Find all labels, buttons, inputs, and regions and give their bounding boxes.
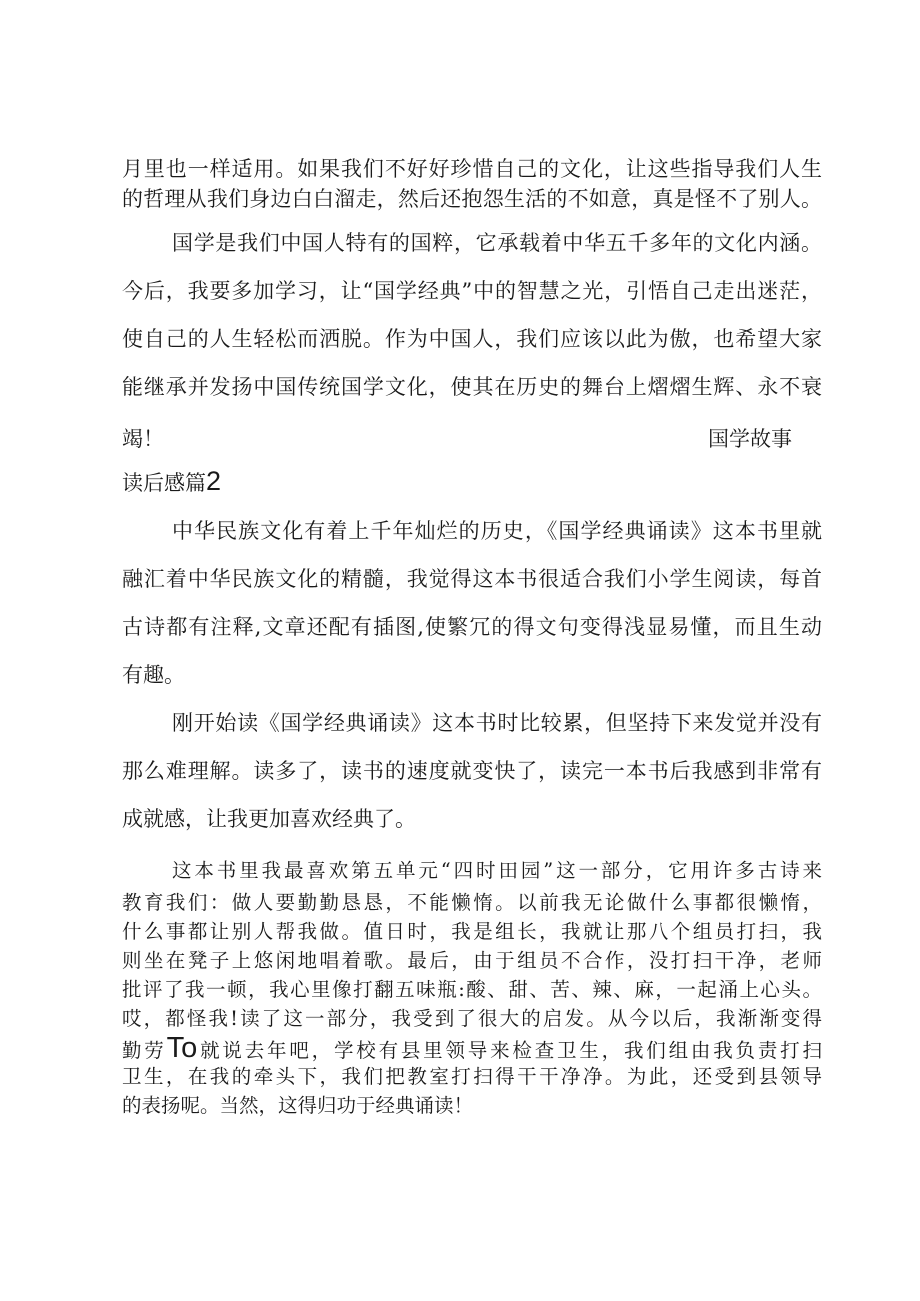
paragraph-5-line-7-start: 勤劳 (122, 1039, 167, 1062)
paragraph-2-line-2: 今后，我要多加学习，让“国学经典”中的智慧之光，引悟自己走出迷茫， (122, 279, 822, 303)
paragraph-2-line-1: 国学是我们中国人特有的国粹，它承载着中华五千多年的文化内涵。 (172, 231, 822, 255)
paragraph-3-line-3: 古诗都有注释,文章还配有插图,使繁冗的得文句变得浅显易懂，而且生动 (122, 615, 822, 639)
section-heading-part-1: 国学故事 (708, 427, 792, 451)
paragraph-5-line-7 (122, 1032, 822, 1064)
paragraph-2-line-3: 使自己的人生轻松而洒脱。作为中国人，我们应该以此为傲，也希望大家 (122, 327, 822, 351)
paragraph-1-line-1: 月里也一样适用。如果我们不好好珍惜自己的文化，让这些指导我们人生 (122, 157, 822, 181)
paragraph-5-line-8: 卫生，在我的牵头下，我们把教室打扫得干干净净。为此，还受到县领导 (122, 1065, 822, 1088)
paragraph-5-line-7-latin: To (166, 1032, 198, 1064)
paragraph-3-line-2: 融汇着中华民族文化的精髓，我觉得这本书很适合我们小学生阅读，每首 (122, 567, 822, 591)
paragraph-5-line-3: 什么事都让别人帮我做。值日时，我是组长，我就让那八个组员打扫，我 (122, 920, 822, 943)
section-heading-number: 2 (206, 466, 222, 496)
paragraph-2-line-4: 能继承并发扬中国传统国学文化，使其在历史的舞台上熠熠生辉、永不衰 (122, 375, 822, 399)
paragraph-1-line-2: 的哲理从我们身边白白溜走，然后还抱怨生活的不如意，真是怪不了别人。 (122, 187, 822, 211)
paragraph-4-line-2: 那么难理解。读多了，读书的速度就变快了，读完一本书后我感到非常有 (122, 759, 822, 783)
section-heading-part-2 (122, 466, 221, 498)
paragraph-5-line-7-rest: 就说去年吧，学校有县里领导来检查卫生，我们组由我负责打扫 (197, 1039, 822, 1062)
paragraph-2-line-5: 竭！ (122, 427, 164, 451)
paragraph-5-line-1: 这本书里我最喜欢第五单元“四时田园”这一部分，它用许多古诗来 (172, 859, 822, 882)
section-heading-prefix: 读后感篇 (122, 471, 206, 495)
paragraph-5-line-6: 哎，都怪我!读了这一部分，我受到了很大的启发。从今以后，我渐渐变得 (122, 1007, 822, 1030)
paragraph-5-line-9: 的表扬呢。当然，这得归功于经典诵读！ (122, 1094, 474, 1117)
paragraph-5-line-4: 则坐在凳子上悠闲地唱着歌。最后，由于组员不合作，没打扫干净，老师 (122, 949, 822, 972)
paragraph-5-line-2: 教育我们：做人要勤勤恳恳，不能懒惰。以前我无论做什么事都很懒惰， (122, 891, 822, 914)
paragraph-4-line-1: 刚开始读《国学经典诵读》这本书时比较累，但坚持下来发觉并没有 (172, 711, 822, 735)
paragraph-3-line-4: 有趣。 (122, 663, 185, 687)
paragraph-3-line-1: 中华民族文化有着上千年灿烂的历史，《国学经典诵读》这本书里就 (172, 519, 822, 543)
paragraph-4-line-3: 成就感，让我更加喜欢经典了。 (122, 807, 416, 831)
paragraph-5-line-5: 批评了我一顿，我心里像打翻五味瓶:酸、甜、苦、辣、麻，一起涌上心头。 (122, 978, 822, 1001)
